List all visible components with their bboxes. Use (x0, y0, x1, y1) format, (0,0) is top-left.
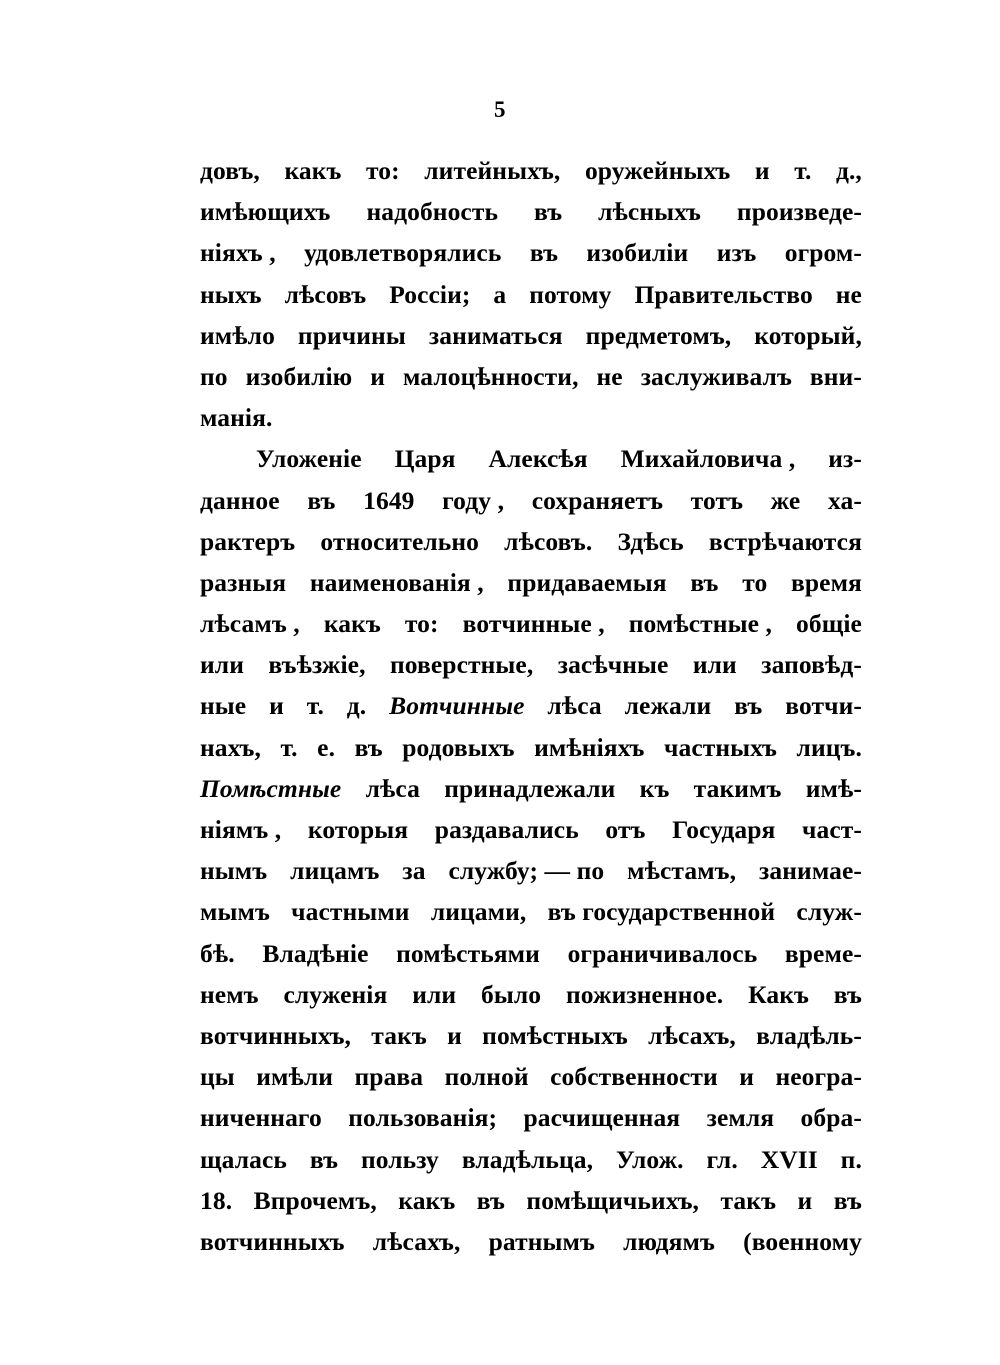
text-word: удовлетворялись (304, 238, 502, 268)
text-word: Владѣніе (262, 938, 369, 968)
text-word: Улож. (616, 1144, 684, 1174)
text-line (200, 150, 862, 191)
text-word: службу; — по (448, 856, 605, 886)
text-line (200, 1015, 862, 1056)
text-word: ограничивалось (567, 938, 758, 968)
paragraph (200, 438, 862, 1262)
body-text (200, 150, 862, 1262)
text-word: тотъ (690, 485, 744, 515)
text-word: расчищенная (523, 1103, 681, 1133)
text-line (200, 191, 862, 232)
text-line (200, 685, 862, 726)
text-word: Царя (394, 444, 456, 474)
text-line (200, 1139, 862, 1180)
text-word: въ (833, 979, 862, 1009)
text-word: време- (784, 938, 862, 968)
text-word: ніямъ , (200, 815, 282, 844)
text-word: въ (534, 197, 563, 227)
text-word: какъ (398, 1185, 456, 1215)
text-word: которыя (307, 815, 409, 844)
text-word: то: (365, 156, 400, 185)
text-word: какъ (284, 156, 342, 185)
text-word: надобность (366, 197, 499, 227)
text-word: п. (840, 1144, 862, 1174)
text-word: обра- (800, 1103, 862, 1133)
text-word: потому (529, 279, 612, 309)
text-line (200, 1097, 862, 1138)
text-word: нымъ (200, 856, 268, 886)
text-word: 1649 (363, 485, 415, 515)
text-word: собственности (550, 1062, 718, 1092)
text-word: отъ (605, 815, 646, 844)
text-line (200, 356, 862, 397)
text-word: такимъ (693, 773, 782, 803)
text-word: манія. (200, 403, 273, 433)
text-word: Михайловича , (620, 444, 796, 474)
text-word: оружейныхъ (584, 156, 731, 185)
text-word: вотчинныхъ (200, 1226, 345, 1256)
text-word: помѣстныхъ (482, 1020, 628, 1050)
text-word: въ (529, 238, 559, 268)
text-word: пожизненное. (565, 979, 724, 1009)
text-word: произведе- (736, 197, 862, 227)
text-line (200, 768, 862, 809)
text-word: принадлежали (444, 773, 616, 803)
text-word: въ (476, 1185, 505, 1215)
text-word: въ (309, 1144, 339, 1174)
text-word: т. (306, 691, 324, 721)
text-line (200, 809, 862, 850)
text-word: не (596, 361, 623, 391)
text-line (200, 1056, 862, 1097)
text-word: малоцѣнности, (402, 361, 579, 391)
text-line (200, 397, 862, 438)
text-line (200, 232, 862, 273)
text-word: за (402, 856, 426, 886)
text-word: предметомъ, (585, 320, 732, 350)
text-word: въ (307, 485, 336, 515)
text-word: поверстные, (389, 650, 534, 680)
text-word: и (269, 691, 284, 721)
text-word: земля (706, 1103, 775, 1133)
text-word: или (412, 979, 457, 1009)
text-word: Государя (672, 815, 776, 844)
text-word: время (791, 567, 862, 597)
text-word: наименованія , (309, 567, 484, 597)
text-word: XVII (760, 1144, 818, 1174)
text-word: не (835, 279, 862, 309)
text-word: и (447, 1020, 462, 1050)
text-word: бѣ. (200, 938, 235, 968)
text-word: и (754, 156, 770, 185)
text-line (200, 603, 862, 644)
text-word: общіе (796, 609, 862, 639)
text-word: владѣль- (756, 1020, 862, 1050)
text-word: заниматься (428, 320, 563, 350)
text-line (200, 274, 862, 315)
text-word: по (200, 361, 228, 391)
text-word: лицъ. (796, 732, 862, 762)
text-word: имѣли (256, 1062, 334, 1092)
text-line (200, 1180, 862, 1221)
text-word: данное (200, 485, 280, 515)
text-word: въѣзжіе, (268, 650, 366, 680)
text-word: вни- (809, 361, 862, 391)
text-word: и (370, 361, 386, 391)
text-word: въ (690, 567, 719, 597)
text-word: литейныхъ, (424, 156, 561, 185)
text-word: д. (346, 691, 367, 721)
text-word: или (200, 650, 244, 680)
text-word: такъ (371, 1020, 427, 1050)
text-word: цы (200, 1062, 235, 1092)
text-word: имѣніяхъ (534, 732, 645, 762)
text-word: занимае- (759, 856, 862, 886)
text-word: е. (317, 732, 336, 762)
emphasised-term: Вотчинные (389, 691, 525, 721)
text-word: какъ (323, 609, 381, 639)
text-word: Россіи; (389, 279, 471, 309)
text-word: нахъ, (200, 732, 261, 762)
text-word: ныхъ (200, 279, 262, 309)
text-word: встрѣчаются (708, 526, 862, 556)
text-word: имѣющихъ (200, 197, 331, 227)
text-word: т. (794, 156, 812, 185)
text-word: владѣльца, (461, 1144, 594, 1174)
text-word: д., (835, 156, 862, 185)
text-word: неогра- (775, 1062, 862, 1092)
text-line (200, 891, 862, 932)
text-word: такъ (720, 1185, 777, 1215)
text-line (200, 521, 862, 562)
text-word: довъ, (200, 156, 260, 185)
text-word: въ (354, 732, 383, 762)
text-word: огром- (784, 238, 862, 268)
text-word: Уложеніе (256, 444, 362, 474)
text-word: изобиліи (586, 238, 689, 268)
text-word: гл. (706, 1144, 738, 1174)
text-line (200, 933, 862, 974)
text-word: лѣсахъ, (648, 1020, 736, 1050)
text-line (200, 562, 862, 603)
text-word: Здѣсь (617, 526, 684, 556)
text-line (200, 727, 862, 768)
text-word: немъ (200, 979, 259, 1009)
text-word: было (481, 979, 542, 1009)
text-word: въ государственной (547, 897, 776, 927)
text-word: лежали (624, 691, 712, 721)
text-word: помѣщичьихъ, (526, 1185, 700, 1215)
text-line (256, 438, 862, 479)
text-word: Алексѣя (488, 444, 588, 474)
text-word: лѣсовъ. (504, 526, 593, 556)
text-word: относительно (320, 526, 480, 556)
text-word: вотчи- (785, 691, 862, 721)
text-word: году , (442, 485, 505, 515)
text-word: рактеръ (200, 526, 296, 556)
text-word: имѣ- (805, 773, 862, 803)
text-word: вотчинныхъ, (200, 1020, 352, 1050)
text-word: лѣса (365, 773, 420, 803)
text-line (200, 644, 862, 685)
text-word: частныхъ (664, 732, 778, 762)
text-word: 18. (200, 1185, 233, 1215)
text-word: вотчинные , (462, 609, 605, 639)
text-word: пользованія; (348, 1103, 498, 1133)
text-line (200, 850, 862, 891)
text-line (200, 315, 862, 356)
text-word: част- (802, 815, 862, 844)
text-word: права (354, 1062, 424, 1092)
text-word: лицамъ (290, 856, 380, 886)
text-word: раздавались (434, 815, 579, 844)
text-word: ніяхъ , (200, 238, 276, 268)
text-word: то (742, 567, 768, 597)
text-word: и (739, 1062, 755, 1092)
text-word: лѣсовъ (284, 279, 367, 309)
text-word: изобилію (245, 361, 353, 391)
text-word: частными (291, 897, 410, 927)
text-word: Какъ (748, 979, 809, 1009)
paragraph (200, 150, 862, 438)
text-word: придаваемыя (507, 567, 667, 597)
text-word: помѣстьями (396, 938, 540, 968)
text-word: который, (754, 320, 862, 350)
text-word: из- (828, 444, 862, 474)
text-word: и (797, 1185, 813, 1215)
text-word: (военному (743, 1226, 862, 1256)
text-line (200, 1221, 862, 1262)
text-word: т. (280, 732, 298, 762)
text-word: или (692, 650, 737, 680)
text-word: въ (734, 691, 763, 721)
text-word: пользу (360, 1144, 439, 1174)
text-word: лѣсахъ, (372, 1226, 461, 1256)
text-word: лѣса (547, 691, 602, 721)
text-word: причины (297, 320, 406, 350)
text-word: мымъ (200, 897, 270, 927)
text-word: же (770, 485, 801, 515)
text-word: ха- (827, 485, 862, 515)
text-word: лицами, (430, 897, 527, 927)
text-word: заповѣд- (761, 650, 862, 680)
text-word: служенія (283, 979, 388, 1009)
text-word: ные (200, 691, 247, 721)
text-word: разныя (200, 567, 287, 597)
text-word: то: (404, 609, 439, 639)
text-word: мѣстамъ, (627, 856, 737, 886)
text-word: сохраняетъ (531, 485, 664, 515)
text-word: засѣчные (557, 650, 669, 680)
text-word: лѣсамъ , (200, 609, 300, 639)
text-word: служ- (796, 897, 862, 927)
text-line (200, 974, 862, 1015)
text-word: къ (639, 773, 670, 803)
text-word: ниченнаго (200, 1103, 322, 1133)
text-word: щалась (200, 1144, 287, 1174)
text-word: помѣстные , (628, 609, 772, 639)
text-word: родовыхъ (402, 732, 515, 762)
text-word: людямъ (623, 1226, 715, 1256)
text-word: а (493, 279, 507, 309)
text-word: лѣсныхъ (598, 197, 701, 227)
text-word: ратнымъ (488, 1226, 595, 1256)
page-number: 5 (494, 97, 506, 122)
emphasised-term: Помѣстные (200, 773, 342, 803)
text-word: имѣло (200, 320, 275, 350)
text-line (200, 480, 862, 521)
text-word: полной (444, 1062, 529, 1092)
text-word: изъ (716, 238, 757, 268)
text-word: Впрочемъ, (253, 1185, 377, 1215)
text-word: заслуживалъ (640, 361, 792, 391)
text-word: въ (833, 1185, 862, 1215)
text-word: Правительство (634, 279, 813, 309)
